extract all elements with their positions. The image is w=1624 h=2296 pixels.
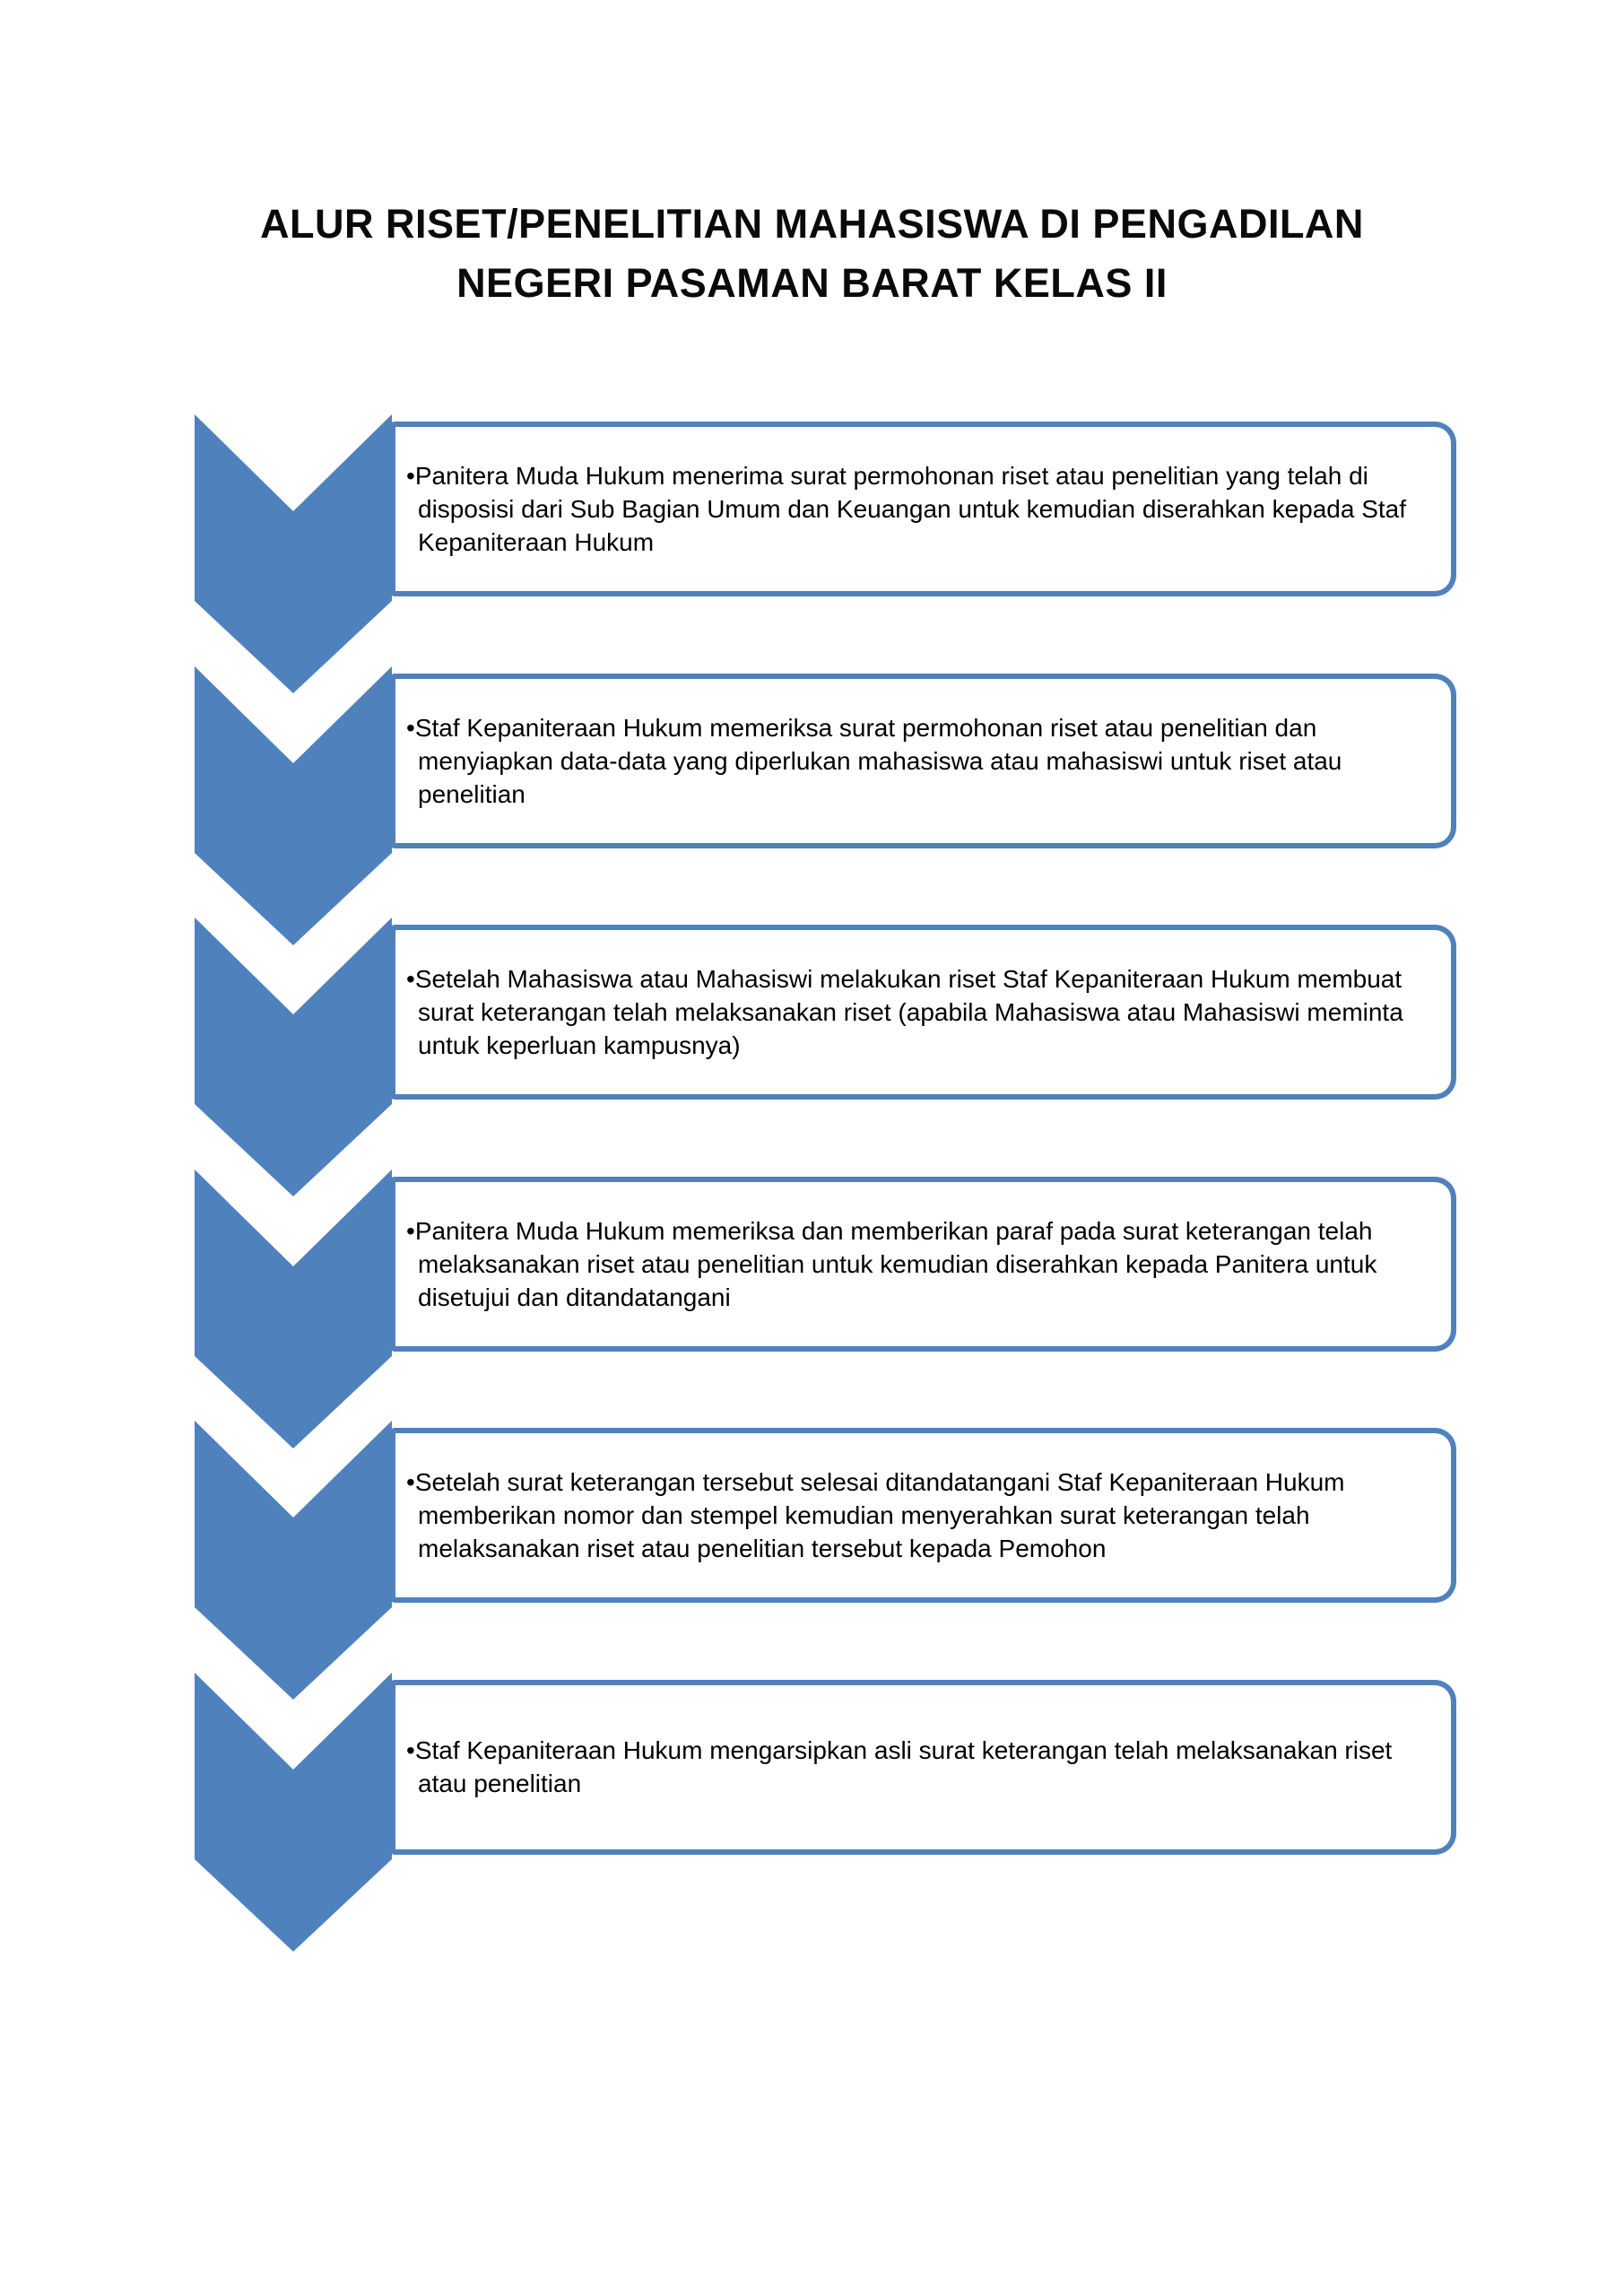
- bullet-icon: •: [406, 965, 415, 993]
- chevron-down-arrow-icon: [195, 1421, 392, 1700]
- step-text: [406, 1214, 1417, 1314]
- chevron-down-arrow-icon: [195, 1170, 392, 1449]
- bullet-icon: •: [406, 462, 415, 490]
- chevron-down-arrow-icon: [195, 1673, 392, 1952]
- step-label: Staf Kepaniteraan Hukum mengarsipkan asli surat keterangan telah melaksanakan riset atau penelitian: [414, 1736, 1393, 1797]
- step-text: [406, 711, 1417, 811]
- step-box: [390, 1680, 1456, 1855]
- chevron-down-arrow-icon: [195, 414, 392, 694]
- flow-step: [0, 414, 1624, 694]
- step-text: [406, 962, 1417, 1062]
- flow-step: [0, 1421, 1624, 1700]
- chevron-down-arrow-icon: [195, 666, 392, 946]
- title-line-1: ALUR RISET/PENELITIAN MAHASISWA DI PENGADILAN: [260, 201, 1364, 247]
- step-box: [390, 925, 1456, 1100]
- step-box: [390, 422, 1456, 596]
- bullet-icon: •: [406, 1468, 415, 1496]
- flow-step: [0, 1170, 1624, 1449]
- step-text: [406, 1734, 1417, 1800]
- step-text: [406, 459, 1417, 559]
- flow-step: [0, 918, 1624, 1197]
- step-box: [390, 1428, 1456, 1603]
- flow-step: [0, 1673, 1624, 1952]
- step-text: [406, 1465, 1417, 1565]
- step-label: Panitera Muda Hukum menerima surat permohonan riset atau penelitian yang telah di disposisi dari Sub Bagian Umum dan Keuangan untuk kemudian diserahkan kepada Staf Kepaniteraan Hukum: [414, 462, 1407, 556]
- step-label: Panitera Muda Hukum memeriksa dan memberikan paraf pada surat keterangan telah melaksanakan riset atau penelitian untuk kemudian diserahkan kepada Panitera untuk disetujui dan ditandatangani: [414, 1216, 1377, 1311]
- bullet-icon: •: [406, 1216, 415, 1245]
- step-label: Setelah Mahasiswa atau Mahasiswi melakukan riset Staf Kepaniteraan Hukum membuat surat keterangan telah melaksanakan riset (apabila Mahasiswa atau Mahasiswi meminta untuk keperluan kampusnya): [414, 965, 1403, 1059]
- bullet-icon: •: [406, 1736, 415, 1764]
- step-box: [390, 674, 1456, 848]
- step-label: Setelah surat keterangan tersebut selesai ditandatangani Staf Kepaniteraan Hukum memberikan nomor dan stempel kemudian menyerahkan surat keterangan telah melaksanakan riset atau penelitian tersebut kepada Pemohon: [414, 1468, 1345, 1562]
- title-line-2: NEGERI PASAMAN BARAT KELAS II: [456, 260, 1168, 306]
- step-box: [390, 1177, 1456, 1352]
- bullet-icon: •: [406, 713, 415, 742]
- chevron-down-arrow-icon: [195, 918, 392, 1197]
- step-label: Staf Kepaniteraan Hukum memeriksa surat permohonan riset atau penelitian dan menyiapkan data-data yang diperlukan mahasiswa atau mahasiswi untuk riset atau penelitian: [414, 713, 1342, 808]
- flow-step: [0, 666, 1624, 946]
